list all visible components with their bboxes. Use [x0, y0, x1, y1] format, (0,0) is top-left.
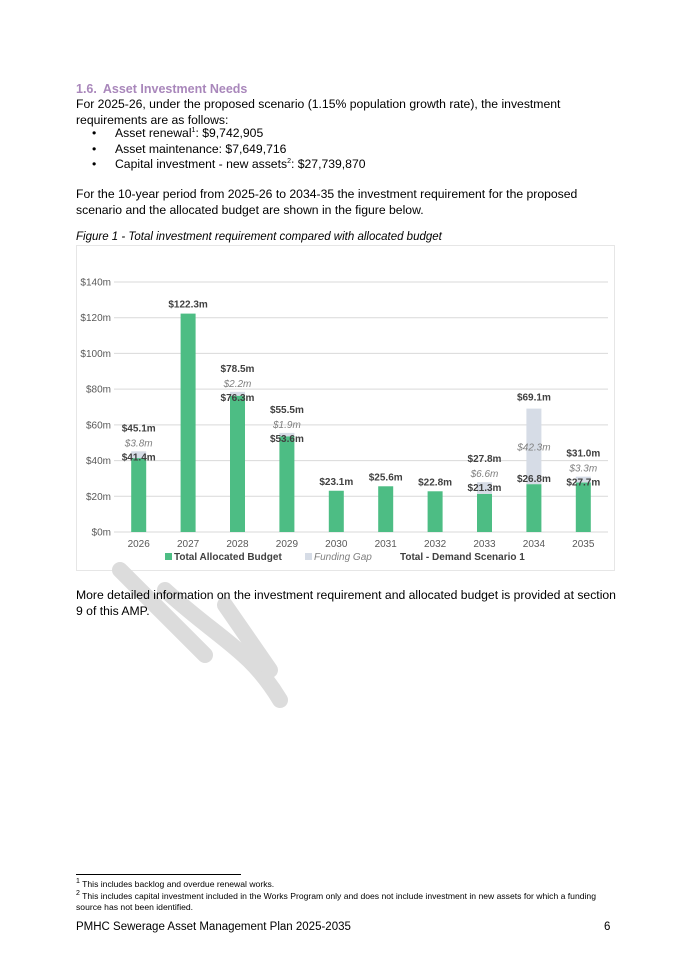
- figure-caption: Figure 1 - Total investment requirement compared with allocated budget: [76, 231, 442, 243]
- y-tick-label: $0m: [91, 527, 111, 539]
- y-tick-label: $120m: [80, 313, 111, 325]
- data-label-total-2034: $69.1m: [516, 392, 551, 404]
- bar-allocated-budget-2030: [329, 491, 344, 532]
- data-label-total-2033: $27.8m: [467, 454, 502, 466]
- bar-allocated-budget-2035: [576, 483, 591, 532]
- data-label-budget-2026: $41.4m: [121, 452, 156, 464]
- footnote-2: $^2$ This includes capital investment included in the Works Program only and does not include investment in new assets for which a funding source has not been identified.: [76, 890, 596, 912]
- data-label-gap-2033: $6.6m: [470, 469, 499, 481]
- y-tick-label: $140m: [80, 277, 111, 289]
- investment-bullet-list: [76, 126, 366, 173]
- x-tick-label: 2032: [423, 539, 447, 550]
- bullet-capital-investment: • Capital investment - new assets$^2$: $27,739,870: [76, 157, 366, 173]
- page-number: 6: [604, 921, 611, 933]
- bar-allocated-budget-2032: [428, 491, 443, 532]
- data-label-gap-2034: $42.3m: [517, 442, 551, 454]
- x-tick-label: 2027: [176, 539, 200, 550]
- data-label-gap-2026: $3.8m: [124, 438, 153, 450]
- y-tick-label: $40m: [85, 456, 111, 468]
- footnote-1: $^1$ This includes backlog and overdue renewal works.: [76, 878, 275, 889]
- bullet-asset-maintenance: • Asset maintenance: $7,649,716: [76, 142, 366, 158]
- intro-paragraph: For 2025-26, under the proposed scenario (1.15% population growth rate), the investment requirements are as follows:: [76, 97, 561, 127]
- data-label-budget-2033: $21.3m: [467, 483, 502, 495]
- x-tick-label: 2026: [127, 539, 150, 550]
- legend-label-gap: Funding Gap: [314, 552, 372, 563]
- data-label-total-2028: $78.5m: [220, 363, 255, 375]
- section-heading: [76, 82, 247, 96]
- draft-watermark: [110, 560, 370, 710]
- data-label-budget-2027: $122.3m: [168, 299, 208, 311]
- data-label-budget-2031: $25.6m: [368, 472, 403, 484]
- investment-chart: [76, 245, 615, 571]
- data-label-budget-2028: $76.3m: [220, 392, 255, 404]
- legend-swatch-gap: [305, 553, 312, 560]
- section-title: Asset Investment Needs: [102, 82, 248, 96]
- period-paragraph: For the 10-year period from 2025-26 to 2034-35 the investment requirement for the proposed scenario and the allocated budget are shown in the figure below.: [76, 187, 578, 217]
- data-label-budget-2030: $23.1m: [319, 476, 354, 488]
- data-label-gap-2028: $2.2m: [223, 378, 252, 390]
- footer-title: PMHC Sewerage Asset Management Plan 2025-2035: [76, 921, 351, 933]
- x-tick-label: 2030: [325, 539, 348, 550]
- detail-paragraph: More detailed information on the investment requirement and allocated budget is provided at section 9 of this AMP.: [76, 588, 616, 618]
- x-tick-label: 2035: [572, 539, 595, 550]
- x-tick-label: 2031: [374, 539, 397, 550]
- data-label-total-2026: $45.1m: [121, 423, 156, 435]
- bar-allocated-budget-2026: [131, 458, 146, 532]
- legend-label-budget: Total Allocated Budget: [174, 552, 282, 563]
- bar-allocated-budget-2028: [230, 396, 245, 532]
- bar-allocated-budget-2033: [477, 494, 492, 532]
- bar-allocated-budget-2031: [378, 486, 393, 532]
- investment-chart-svg: [77, 246, 614, 570]
- x-tick-label: 2034: [522, 539, 546, 550]
- y-tick-label: $20m: [85, 491, 111, 503]
- data-label-budget-2035: $27.7m: [566, 477, 601, 489]
- data-label-budget-2034: $26.8m: [516, 474, 551, 486]
- section-number: 1.6.: [76, 82, 97, 96]
- footnote-ref-2: 2: [287, 157, 291, 165]
- legend-swatch-budget: [165, 553, 172, 560]
- data-label-total-2029: $55.5m: [269, 404, 304, 416]
- data-label-budget-2032: $22.8m: [418, 477, 453, 489]
- data-label-gap-2029: $1.9m: [273, 419, 301, 431]
- y-tick-label: $80m: [85, 384, 111, 396]
- x-tick-label: 2033: [473, 539, 496, 550]
- x-tick-label: 2028: [226, 539, 249, 550]
- data-label-total-2035: $31.0m: [566, 448, 601, 460]
- footnote-rule: [76, 874, 241, 875]
- footnote-ref-1: 1: [191, 126, 196, 134]
- y-tick-label: $100m: [80, 348, 111, 360]
- y-tick-label: $60m: [85, 420, 111, 432]
- data-label-gap-2035: $3.3m: [569, 463, 598, 475]
- bar-allocated-budget-2034: [526, 484, 541, 532]
- bullet-asset-renewal: • Asset renewal$^1$: $9,742,905: [76, 126, 366, 142]
- bar-allocated-budget-2027: [181, 314, 196, 532]
- legend-label-total: Total - Demand Scenario 1: [400, 552, 525, 563]
- bar-allocated-budget-2029: [279, 436, 294, 532]
- data-label-budget-2029: $53.6m: [269, 433, 304, 445]
- x-tick-label: 2029: [275, 539, 299, 550]
